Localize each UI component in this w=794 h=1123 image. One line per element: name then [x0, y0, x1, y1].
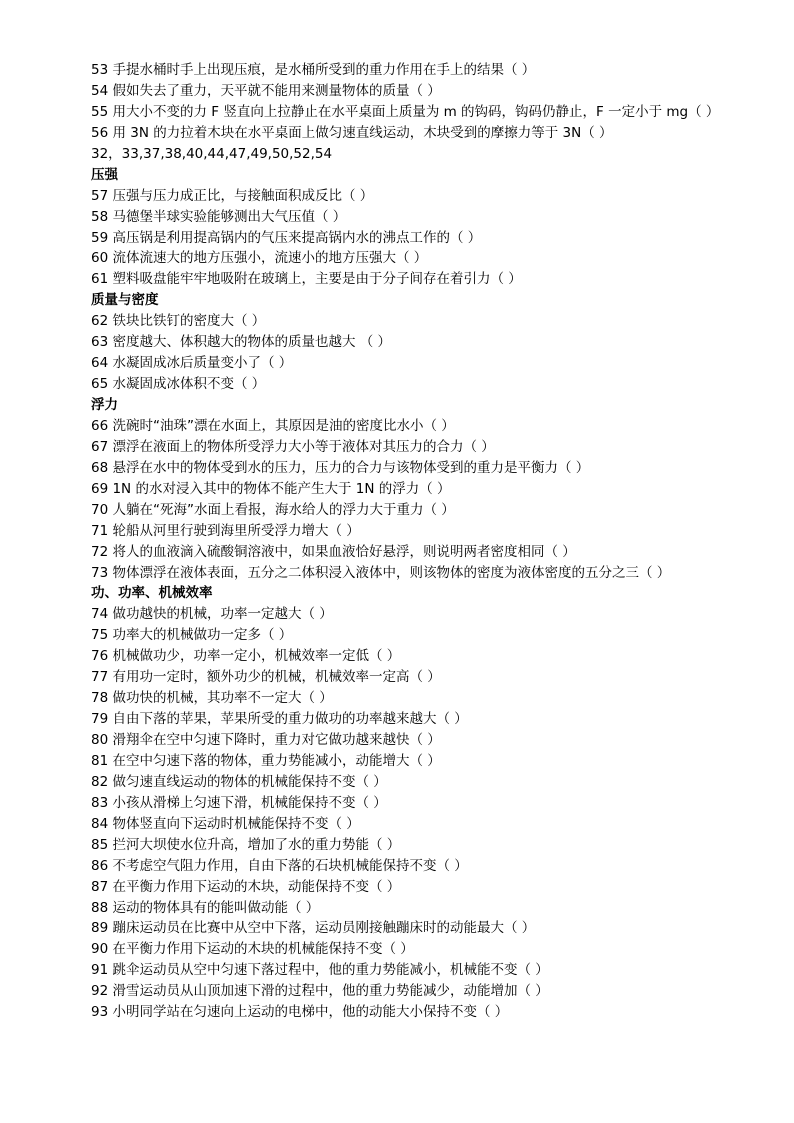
question-item: 32，33,37,38,40,44,47,49,50,52,54: [91, 145, 333, 162]
question-item: 69 1N 的水对浸入其中的物体不能产生大于 1N 的浮力（ ）: [91, 480, 451, 497]
question-item: 71 轮船从河里行驶到海里所受浮力增大（ ）: [91, 522, 360, 539]
question-item: 89 蹦床运动员在比赛中从空中下落，运动员刚接触蹦床时的动能最大（ ）: [91, 920, 536, 937]
section-heading: 功、功率、机械效率: [91, 585, 213, 602]
question-item: 90 在平衡力作用下运动的木块的机械能保持不变（ ）: [91, 941, 414, 958]
question-item: 86 不考虑空气阻力作用，自由下落的石块机械能保持不变（ ）: [91, 857, 468, 874]
question-item: 78 做功快的机械，其功率不一定大（ ）: [91, 690, 333, 707]
question-item: 68 悬浮在水中的物体受到水的压力，压力的合力与该物体受到的重力是平衡力（ ）: [91, 459, 590, 476]
question-item: 73 物体漂浮在液体表面，五分之二体积浸入液体中，则该物体的密度为液体密度的五分之三（ ）: [91, 564, 671, 581]
question-item: 84 物体竖直向下运动时机械能保持不变（ ）: [91, 815, 360, 832]
question-item: 64 水凝固成冰后质量变小了（ ）: [91, 355, 293, 372]
question-item: 62 铁块比铁钉的密度大（ ）: [91, 313, 266, 330]
question-item: 63 密度越大、体积越大的物体的质量也越大 （ ）: [91, 334, 392, 351]
question-item: 80 滑翔伞在空中匀速下降时，重力对它做功越来越快（ ）: [91, 732, 441, 749]
question-item: 55 用大小不变的力 F 竖直向上拉静止在水平桌面上质量为 m 的钩码，钩码仍静止，F 一定小于 mg（ ）: [91, 103, 720, 120]
question-item: 53 手提水桶时手上出现压痕，是水桶所受到的重力作用在手上的结果（ ）: [91, 62, 536, 78]
question-item: 74 做功越快的机械，功率一定越大（ ）: [91, 606, 333, 623]
section-heading: 压强: [91, 166, 118, 183]
question-item: 91 跳伞运动员从空中匀速下落过程中，他的重力势能减小，机械能不变（ ）: [91, 962, 549, 979]
question-item: 82 做匀速直线运动的物体的机械能保持不变（ ）: [91, 773, 387, 790]
question-item: 57 压强与压力成正比，与接触面积成反比（ ）: [91, 187, 374, 204]
question-item: 61 塑料吸盘能牢牢地吸附在玻璃上，主要是由于分子间存在着引力（ ）: [91, 271, 522, 288]
question-item: 56 用 3N 的力拉着木块在水平桌面上做匀速直线运动，木块受到的摩擦力等于 3N（ ）: [91, 124, 613, 141]
question-item: 65 水凝固成冰体积不变（ ）: [91, 376, 266, 393]
question-item: 79 自由下落的苹果，苹果所受的重力做功的功率越来越大（ ）: [91, 711, 468, 728]
question-item: 81 在空中匀速下落的物体，重力势能减小，动能增大（ ）: [91, 752, 441, 769]
question-item: 54 假如失去了重力，天平就不能用来测量物体的质量（ ）: [91, 82, 441, 99]
document-page: [60, 60, 736, 1023]
question-item: 67 漂浮在液面上的物体所受浮力大小等于液体对其压力的合力（ ）: [91, 438, 495, 455]
question-item: 85 拦河大坝使水位升高，增加了水的重力势能（ ）: [91, 836, 401, 853]
section-heading: 浮力: [91, 397, 118, 414]
question-item: 93 小明同学站在匀速向上运动的电梯中，他的动能大小保持不变（ ）: [91, 1004, 509, 1021]
question-item: 88 运动的物体具有的能叫做动能（ ）: [91, 899, 320, 916]
section-heading: 质量与密度: [91, 292, 159, 309]
question-item: 77 有用功一定时，额外功少的机械，机械效率一定高（ ）: [91, 669, 441, 686]
question-item: 83 小孩从滑梯上匀速下滑，机械能保持不变（ ）: [91, 794, 387, 811]
question-item: 58 马德堡半球实验能够测出大气压值（ ）: [91, 208, 347, 225]
question-item: 75 功率大的机械做功一定多（ ）: [91, 627, 293, 644]
question-item: 87 在平衡力作用下运动的木块，动能保持不变（ ）: [91, 878, 401, 895]
question-item: 70 人躺在“死海”水面上看报，海水给人的浮力大于重力（ ）: [91, 501, 455, 518]
question-item: 59 高压锅是利用提高锅内的气压来提高锅内水的沸点工作的（ ）: [91, 229, 482, 246]
question-item: 60 流体流速大的地方压强小，流速小的地方压强大（ ）: [91, 250, 428, 267]
question-item: 92 滑雪运动员从山顶加速下滑的过程中，他的重力势能减少，动能增加（ ）: [91, 983, 549, 1000]
question-item: 72 将人的血液滴入硫酸铜溶液中，如果血液恰好悬浮，则说明两者密度相同（ ）: [91, 543, 576, 560]
question-item: 76 机械做功少，功率一定小，机械效率一定低（ ）: [91, 648, 401, 665]
question-item: 66 洗碗时“油珠”漂在水面上，其原因是油的密度比水小（ ）: [91, 417, 455, 434]
